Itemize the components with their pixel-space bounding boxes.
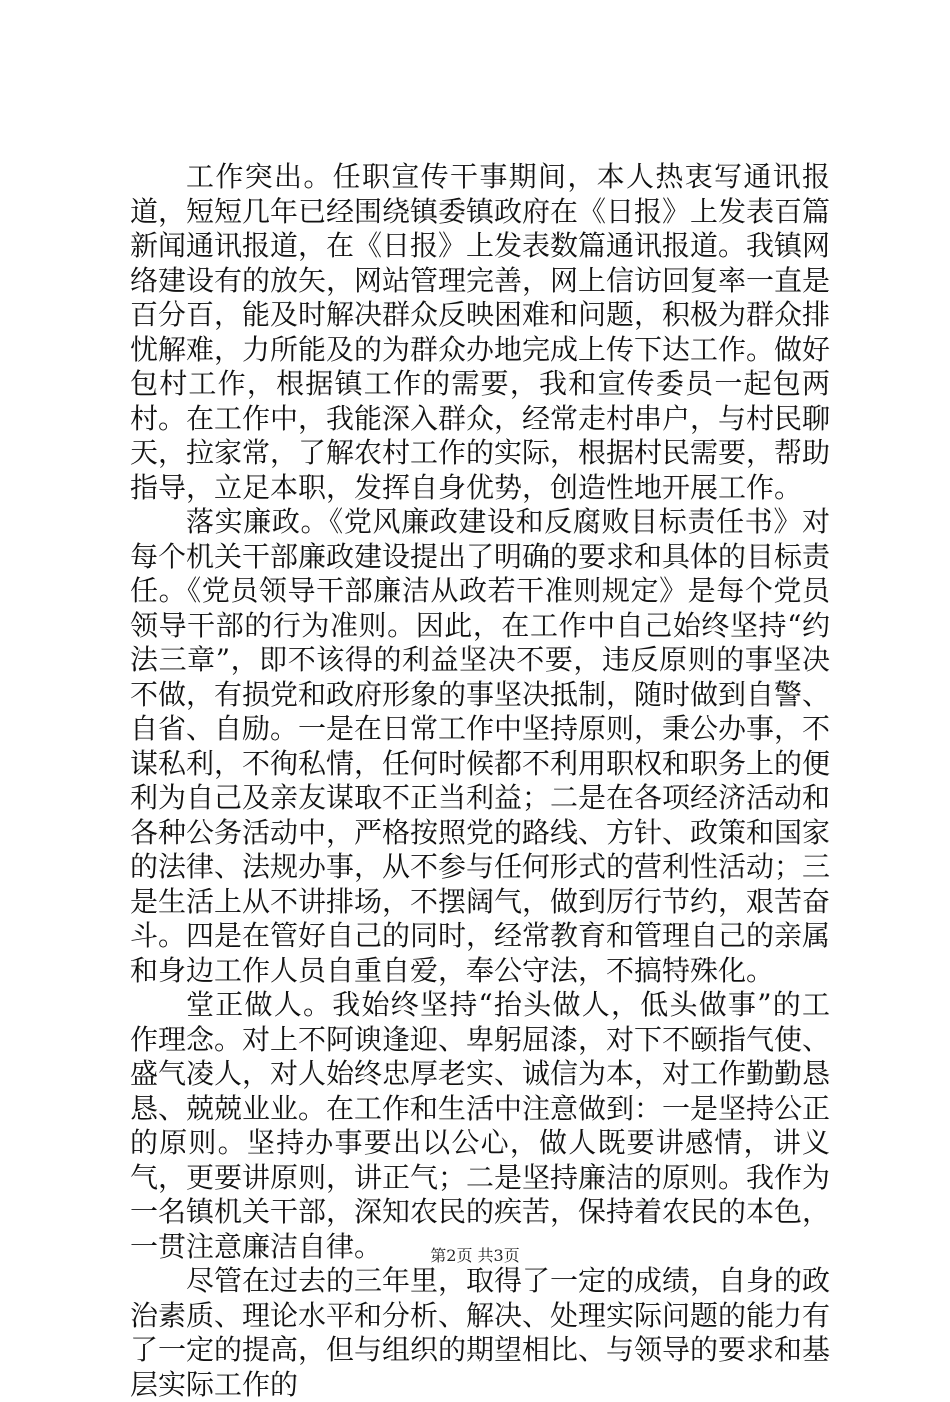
document-body <box>130 160 830 1402</box>
page-footer <box>0 1246 950 1266</box>
paragraph-conduct: 堂正做人。我始终坚持“抬头做人，低头做事”的工作理念。对上不阿谀逢迎、卑躬屈漆，对下不颐指气使、盛气凌人，对人始终忠厚老实、诚信为本，对工作勤勤恳恳、兢兢业业。在工作和生活中注意做到：一是坚持公正的原则。坚持办事要出以公心，做人既要讲感情，讲义气，更要讲原则，讲正气；二是坚持廉洁的原则。我作为一名镇机关干部，深知农民的疾苦，保持着农民的本色，一贯注意廉洁自律。 <box>130 988 831 1263</box>
paragraph-work-achievements: 工作突出。任职宣传干事期间，本人热衷写通讯报道，短短几年已经围绕镇委镇政府在《日报》上发表百篇新闻通讯报道，在《日报》上发表数篇通讯报道。我镇网络建设有的放矢，网站管理完善，网上信访回复率一直是百分百，能及时解决群众反映困难和问题，积极为群众排忧解难，力所能及的为群众办地完成上传下达工作。做好包村工作，根据镇工作的需要，我和宣传委员一起包两村。在工作中，我能深入群众，经常走村串户，与村民聊天，拉家常，了解农村工作的实际，根据村民需要，帮助指导，立足本职，发挥自身优势，创造性地开展工作。 <box>130 160 831 504</box>
paragraph-integrity: 落实廉政。《党风廉政建设和反腐败目标责任书》对每个机关干部廉政建设提出了明确的要求和具体的目标责任。《党员领导干部廉洁从政若干准则规定》是每个党员领导干部的行为准则。因此，在工作中自己始终坚持“约法三章”，即不该得的利益坚决不要，违反原则的事坚决不做，有损党和政府形象的事坚决抵制，随时做到自警、自省、自励。一是在日常工作中坚持原则，秉公办事，不谋私利，不徇私情，任何时候都不利用职权和职务上的便利为自己及亲友谋取不正当利益；二是在各项经济活动和各种公务活动中，严格按照党的路线、方针、政策和国家的法律、法规办事，从不参与任何形式的营利性活动；三是生活上从不讲排场，不摆阔气，做到厉行节约，艰苦奋斗。四是在管好自己的同时，经常教育和管理自己的亲属和身边工作人员自重自爱，奉公守法，不搞特殊化。 <box>130 505 831 987</box>
paragraph-shortcomings: 尽管在过去的三年里，取得了一定的成绩，自身的政治素质、理论水平和分析、解决、处理实际问题的能力有了一定的提高，但与组织的期望相比、与领导的要求和基层实际工作的 <box>130 1264 831 1401</box>
page-number: 第2页 共3页 <box>430 1246 520 1265</box>
